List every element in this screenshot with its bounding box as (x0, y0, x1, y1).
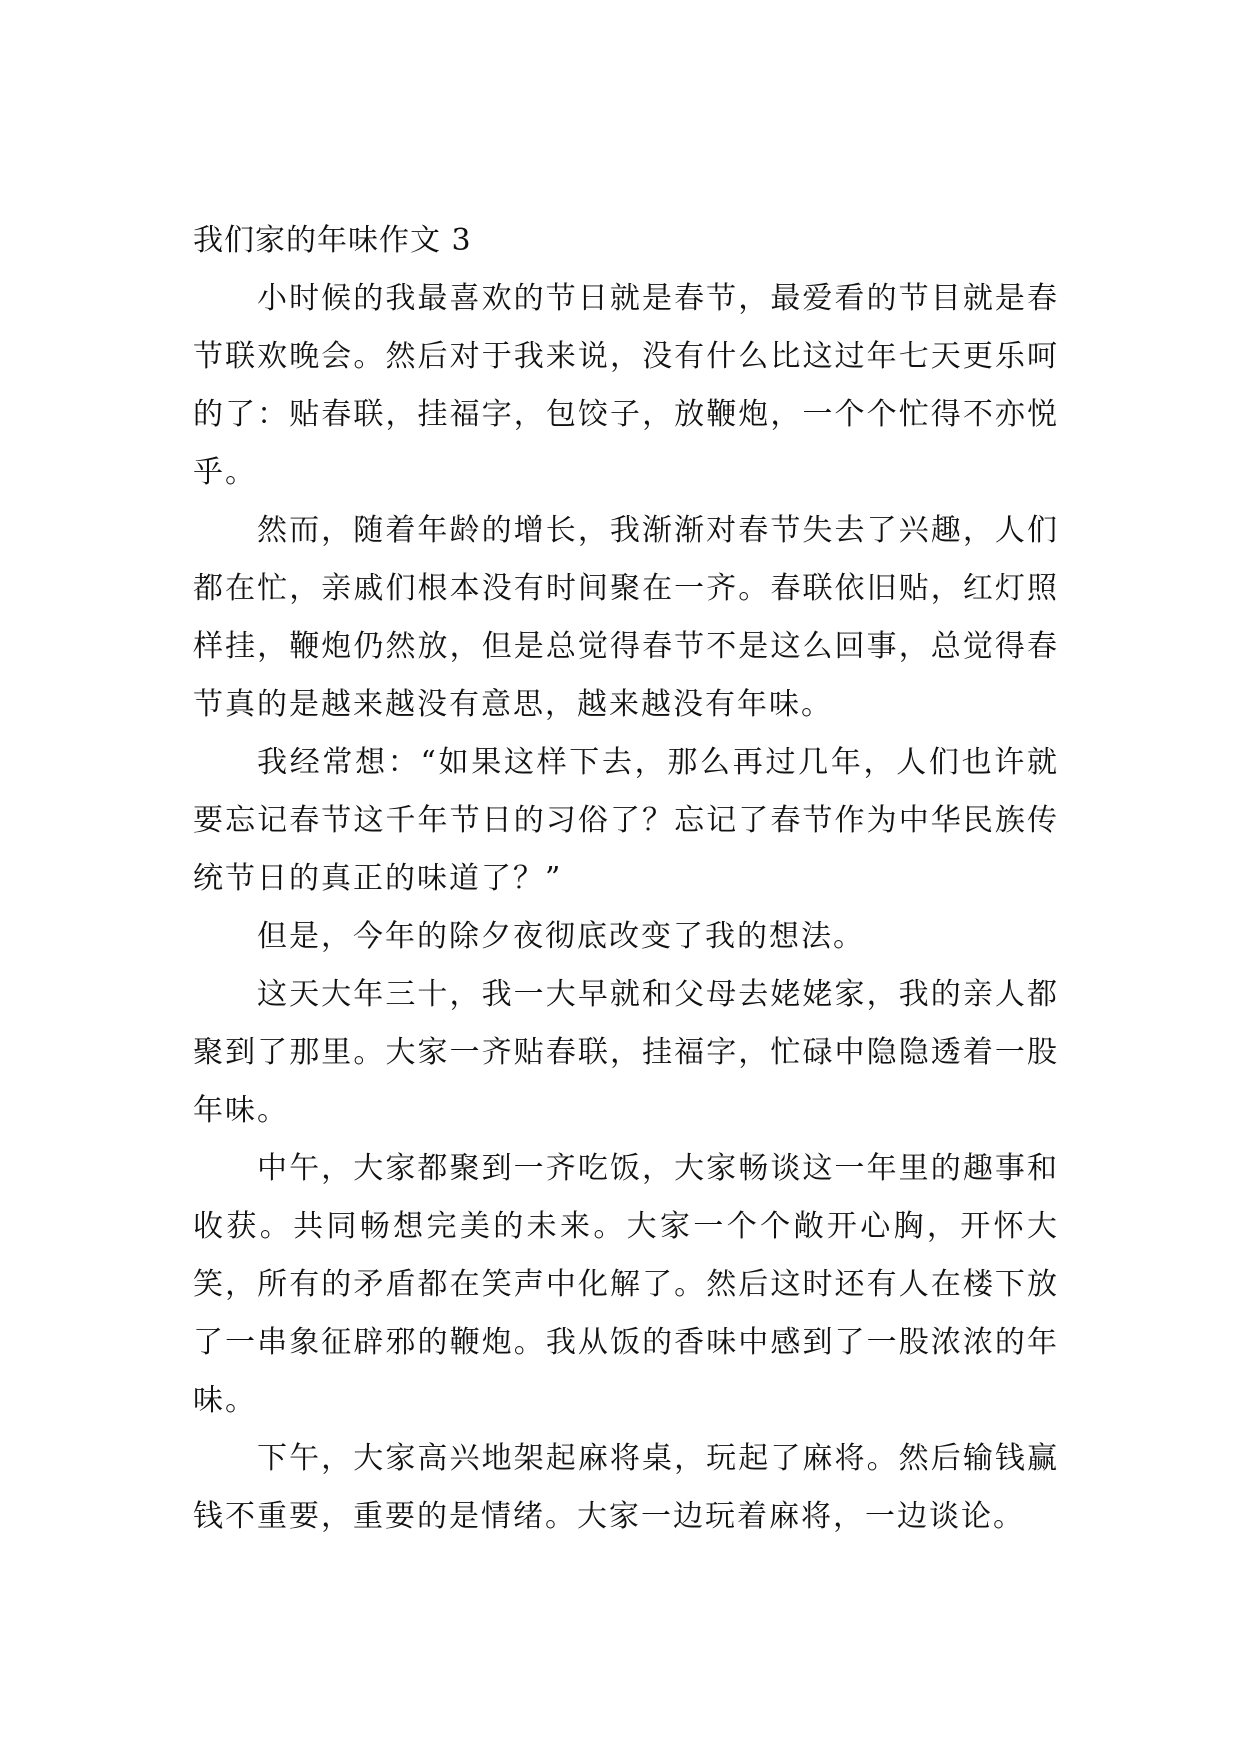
document-body (193, 212, 1059, 1546)
paragraph-7: 下午，大家高兴地架起麻将桌，玩起了麻将。然后输钱赢钱不重要，重要的是情绪。大家一边玩着麻将，一边谈论。 (193, 1441, 1059, 1534)
paragraph-6: 中午，大家都聚到一齐吃饭，大家畅谈这一年里的趣事和收获。共同畅想完美的未来。大家一个个敞开心胸，开怀大笑，所有的矛盾都在笑声中化解了。然后这时还有人在楼下放了一串象征辟邪的鞭炮。我从饭的香味中感到了一股浓浓的年味。 (193, 1151, 1059, 1418)
document-title: 我们家的年味作文 3 (193, 223, 472, 258)
paragraph-3: 我经常想：“如果这样下去，那么再过几年，人们也许就要忘记春节这千年节日的习俗了？忘记了春节作为中华民族传统节日的真正的味道了？” (193, 745, 1059, 896)
paragraph-2: 然而，随着年龄的增长，我渐渐对春节失去了兴趣，人们都在忙，亲戚们根本没有时间聚在一齐。春联依旧贴，红灯照样挂，鞭炮仍然放，但是总觉得春节不是这么回事，总觉得春节真的是越来越没有意思，越来越没有年味。 (193, 513, 1059, 722)
paragraph-1: 小时候的我最喜欢的节日就是春节，最爱看的节目就是春节联欢晚会。然后对于我来说，没有什么比这过年七天更乐呵的了：贴春联，挂福字，包饺子，放鞭炮，一个个忙得不亦悦乎。 (193, 281, 1059, 490)
paragraph-5: 这天大年三十，我一大早就和父母去姥姥家，我的亲人都聚到了那里。大家一齐贴春联，挂福字，忙碌中隐隐透着一股年味。 (193, 977, 1059, 1128)
paragraph-4: 但是，今年的除夕夜彻底改变了我的想法。 (257, 919, 865, 954)
